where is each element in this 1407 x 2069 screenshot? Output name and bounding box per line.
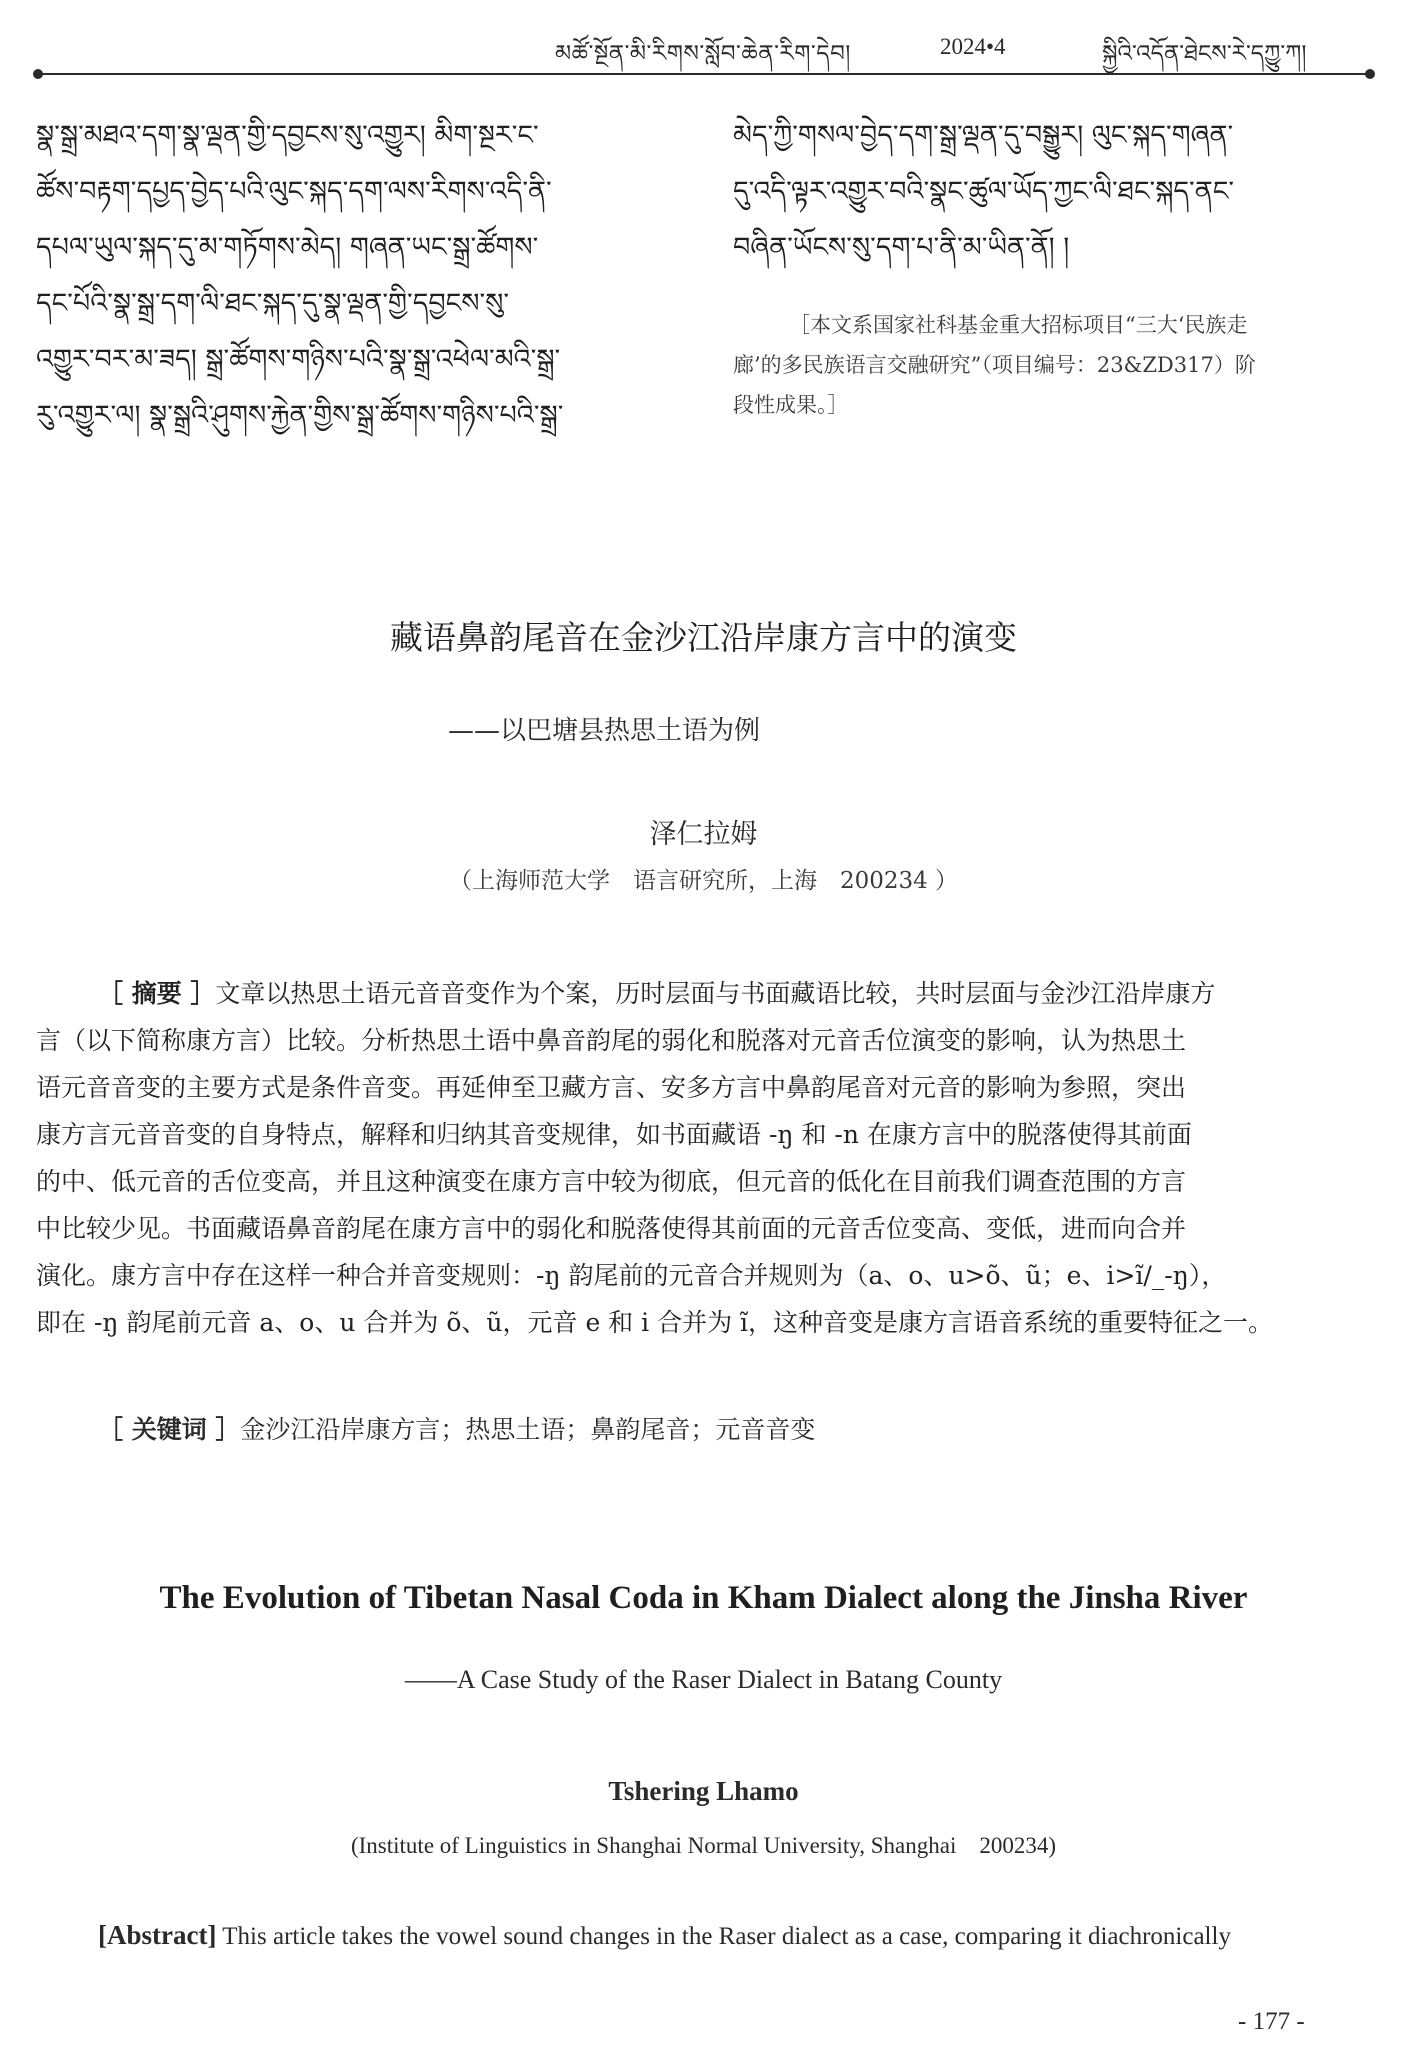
tibetan-line: དུ་འདི་ལྟར་འགྱུར་བའི་སྣང་ཚུལ་ཡོད་ཀྱང་ལི་ཐང་སྐད་ནང་ — [733, 176, 1234, 207]
issue-number: 2024•4 — [940, 34, 1006, 59]
chinese-title: 藏语鼻韵尾音在金沙江沿岸康方言中的演变 — [390, 618, 1017, 657]
abstract-line: 演化。康方言中存在这样一种合并音变规则：-ŋ 韵尾前的元音合并规则为（a、o、u>õ、ũ；e、i>ĩ/_-ŋ）， — [36, 1261, 1227, 1290]
header-rule — [36, 73, 1372, 75]
running-header — [0, 24, 1407, 67]
funding-note-line: ［本文系国家社科基金重大招标项目“三大‘民族走 — [789, 313, 1248, 337]
abstract-line: 即在 -ŋ 韵尾前元音 a、o、u 合并为 õ、ũ，元音 e 和 i 合并为 ĩ，这种音变是康方言语音系统的重要特征之一。 — [36, 1308, 1274, 1337]
chinese-abstract — [36, 970, 1372, 1346]
keywords-text: 金沙江沿岸康方言；热思土语；鼻韵尾音；元音音变 — [240, 1415, 816, 1444]
rule-end-dot — [1365, 69, 1375, 79]
tibetan-line: འགྱུར་བར་མ་ཟད། སྒྲ་ཚོགས་གཉིས་པའི་སྣ་སྒྲ་འཕེལ་མའི་སྒྲ་ — [36, 344, 561, 375]
tibetan-line: ཚོས་བརྟག་དཔྱད་བྱེད་པའི་ལུང་སྐད་དག་ལས་རིགས་འདི་ནི་ — [36, 176, 552, 207]
tibetan-text-left-column — [36, 108, 676, 444]
abstract-line: 言（以下简称康方言）比较。分析热思土语中鼻音韵尾的弱化和脱落对元音舌位演变的影响，认为热思土 — [36, 1026, 1187, 1055]
tibetan-line: དཔལ་ཡུལ་སྐད་དུ་མ་གཏོགས་མེད། གཞན་ཡང་སྒྲ་ཚོགས་ — [36, 232, 539, 263]
funding-note — [733, 305, 1373, 425]
funding-note-line: 段性成果。］ — [733, 393, 849, 417]
rule-end-dot — [33, 69, 43, 79]
english-title: The Evolution of Tibetan Nasal Coda in Kham Dialect along the Jinsha River — [159, 1580, 1248, 1616]
keywords-tag: ［ 关键词 ］ — [98, 1415, 241, 1444]
abstract-text: 文章以热思土语元音音变作为个案，历时层面与书面藏语比较，共时层面与金沙江沿岸康方 — [215, 979, 1216, 1008]
abstract-line — [36, 970, 1372, 1017]
abstract-line: 的中、低元音的舌位变高，并且这种演变在康方言中较为彻底，但元音的低化在目前我们调查范围的方言 — [36, 1167, 1187, 1196]
english-abstract — [98, 1915, 1372, 1957]
chinese-affiliation: （上海师范大学 语言研究所，上海 200234 ） — [448, 868, 959, 894]
journal-name: མཚོ་སྔོན་མི་རིགས་སློབ་ཆེན་རིག་དེབ། — [555, 41, 851, 67]
chinese-subtitle: ——以巴塘县热思土语为例 — [448, 716, 761, 746]
abstract-line: 中比较少见。书面藏语鼻音韵尾在康方言中的弱化和脱落使得其前面的元音舌位变高、变低，进而向合并 — [36, 1214, 1187, 1243]
english-author: Tshering Lhamo — [608, 1776, 799, 1806]
page-number: - 177 - — [1238, 2008, 1305, 2035]
section-label: སྐྱིའི་འདོན་ཐེངས་རེ་དཀྱུ་ཀ། — [1102, 41, 1307, 67]
tibetan-line: བཞིན་ཡོངས་སུ་དག་པ་ནི་མ་ཡིན་ནོ། ། — [733, 232, 1070, 263]
tibetan-line: དང་པོའི་སྣ་སྒྲ་དག་ལི་ཐང་སྐད་དུ་སྣ་ལྡན་གྱི་དབྱངས་སུ་ — [36, 288, 510, 319]
english-abstract-text: This article takes the vowel sound changes in the Raser dialect as a case, comparing it diachronically — [222, 1923, 1231, 1950]
abstract-line: 语元音音变的主要方式是条件音变。再延伸至卫藏方言、安多方言中鼻韵尾音对元音的影响为参照，突出 — [36, 1073, 1187, 1102]
tibetan-line: མེད་ཀྱི་གསལ་བྱེད་དག་སྒྲ་ལྡན་དུ་བསྒྱུར། ལུང་སྐད་གཞན་ — [733, 120, 1234, 151]
chinese-keywords — [98, 1406, 815, 1453]
english-subtitle: ——A Case Study of the Raser Dialect in Batang County — [404, 1665, 1003, 1694]
tibetan-line: རུ་འགྱུར་ལ། སྣ་སྒྲའི་ཤུགས་རྐྱེན་གྱིས་སྒྲ་ཚོགས་གཉིས་པའི་སྒྲ་ — [36, 400, 564, 431]
chinese-author: 泽仁拉姆 — [649, 819, 758, 850]
english-affiliation: (Institute of Linguistics in Shanghai Normal University, Shanghai 200234) — [350, 1833, 1057, 1858]
abstract-line: 康方言元音音变的自身特点，解释和归纳其音变规律，如书面藏语 -ŋ 和 -n 在康方言中的脱落使得其前面 — [36, 1120, 1192, 1149]
tibetan-line: སྣ་སྒྲ་མཐའ་དག་སྣ་ལྡན་གྱི་དབྱངས་སུ་འགྱུར། མིག་སྔར་ང་ — [36, 120, 539, 151]
english-abstract-tag: [Abstract] — [98, 1920, 217, 1950]
funding-note-line: 廊’的多民族语言交融研究”（项目编号：23&ZD317）阶 — [733, 353, 1256, 377]
abstract-tag: ［ 摘要 ］ — [98, 979, 216, 1008]
tibetan-text-right-column — [733, 108, 1373, 276]
